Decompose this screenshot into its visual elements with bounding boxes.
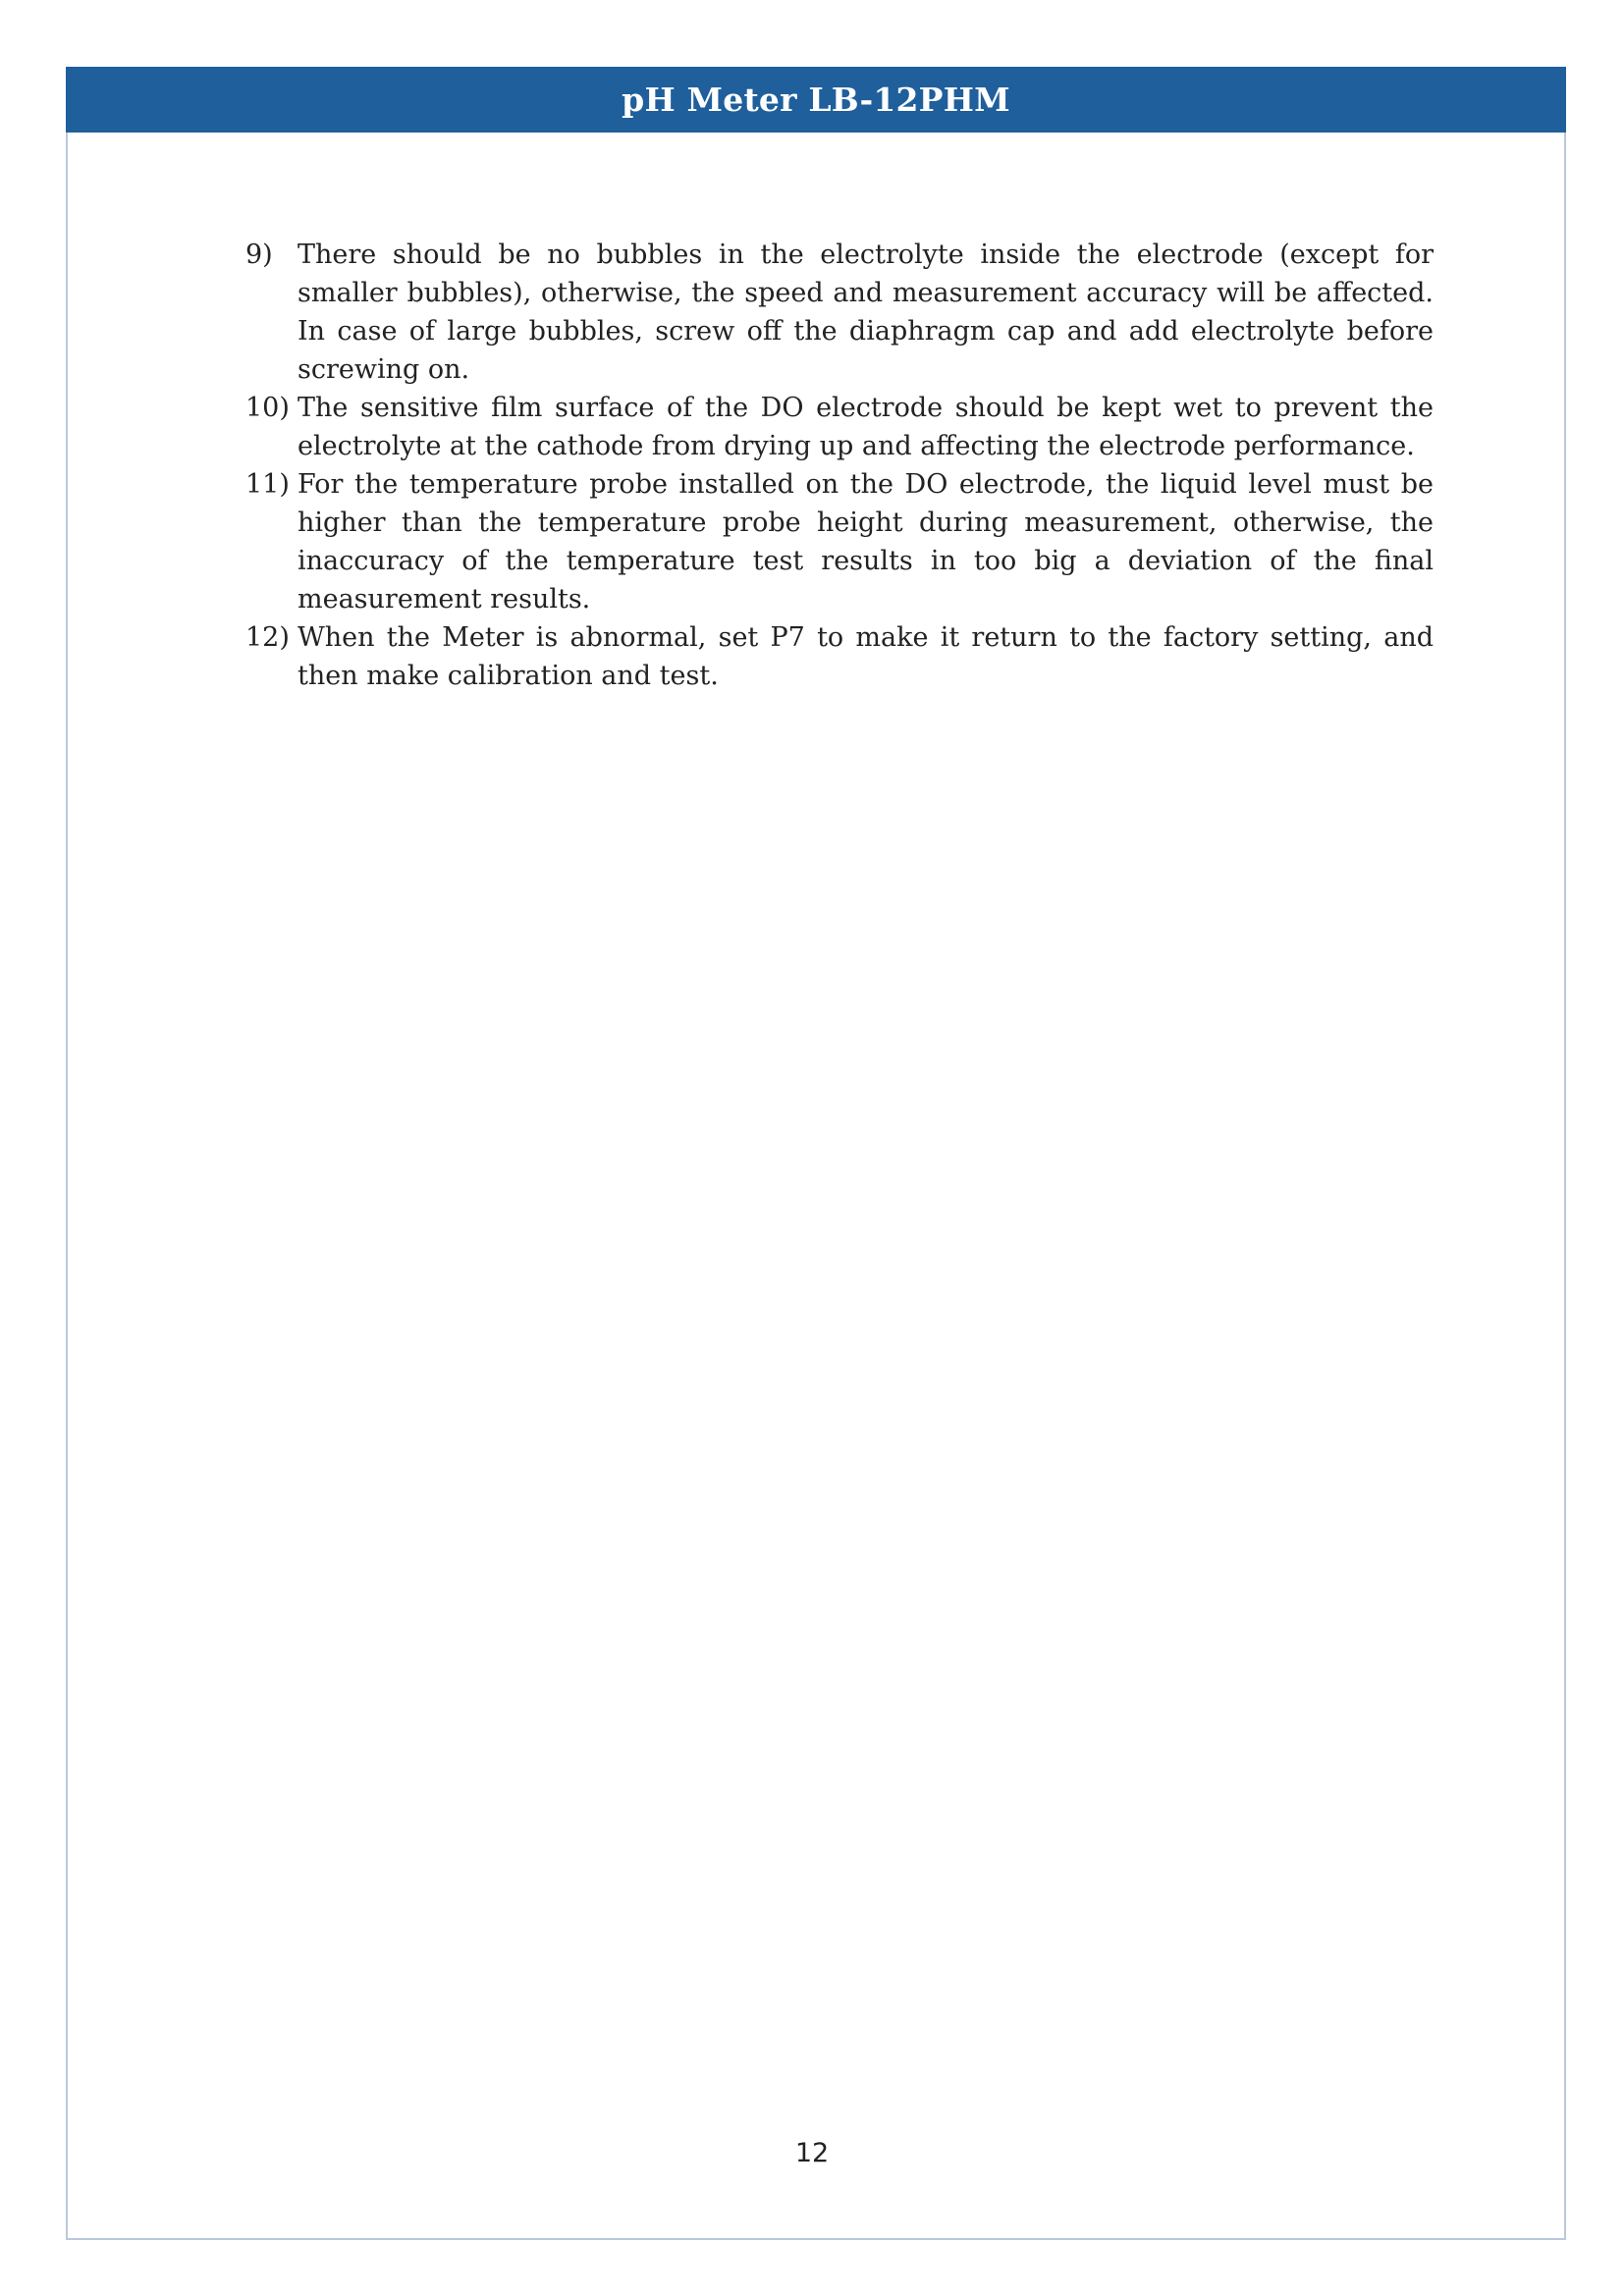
list-item-number: 12) bbox=[245, 622, 290, 653]
header-bar bbox=[66, 67, 1566, 133]
list-item-text: For the temperature probe installed on the DO electrode, the liquid level must be higher than the temperature probe height during measurement, otherwise, the inaccuracy of the temperature test results in too big a deviation of the final measurement results. bbox=[298, 469, 1434, 614]
list-item-number: 9) bbox=[245, 240, 273, 270]
list-item-text: When the Meter is abnormal, set P7 to make it return to the factory setting, and then make calibration and test. bbox=[298, 622, 1434, 691]
list-item-text: There should be no bubbles in the electrolyte inside the electrode (except for smaller bubbles), otherwise, the speed and measurement accuracy will be affected. In case of large bubbles, screw off the diaphragm cap and add electrolyte before screwing on. bbox=[298, 240, 1434, 385]
list-item bbox=[245, 236, 1434, 389]
instruction-list bbox=[245, 236, 1434, 695]
list-item bbox=[245, 465, 1434, 618]
list-item-number: 10) bbox=[245, 393, 290, 423]
list-item-number: 11) bbox=[245, 469, 290, 500]
page-title: pH Meter LB-12PHM bbox=[622, 80, 1010, 119]
list-item-text: The sensitive film surface of the DO electrode should be kept wet to prevent the electrolyte at the cathode from drying up and affecting the electrode performance. bbox=[298, 393, 1434, 461]
list-item bbox=[245, 389, 1434, 465]
list-item bbox=[245, 618, 1434, 695]
page-number: 12 bbox=[794, 2138, 830, 2168]
